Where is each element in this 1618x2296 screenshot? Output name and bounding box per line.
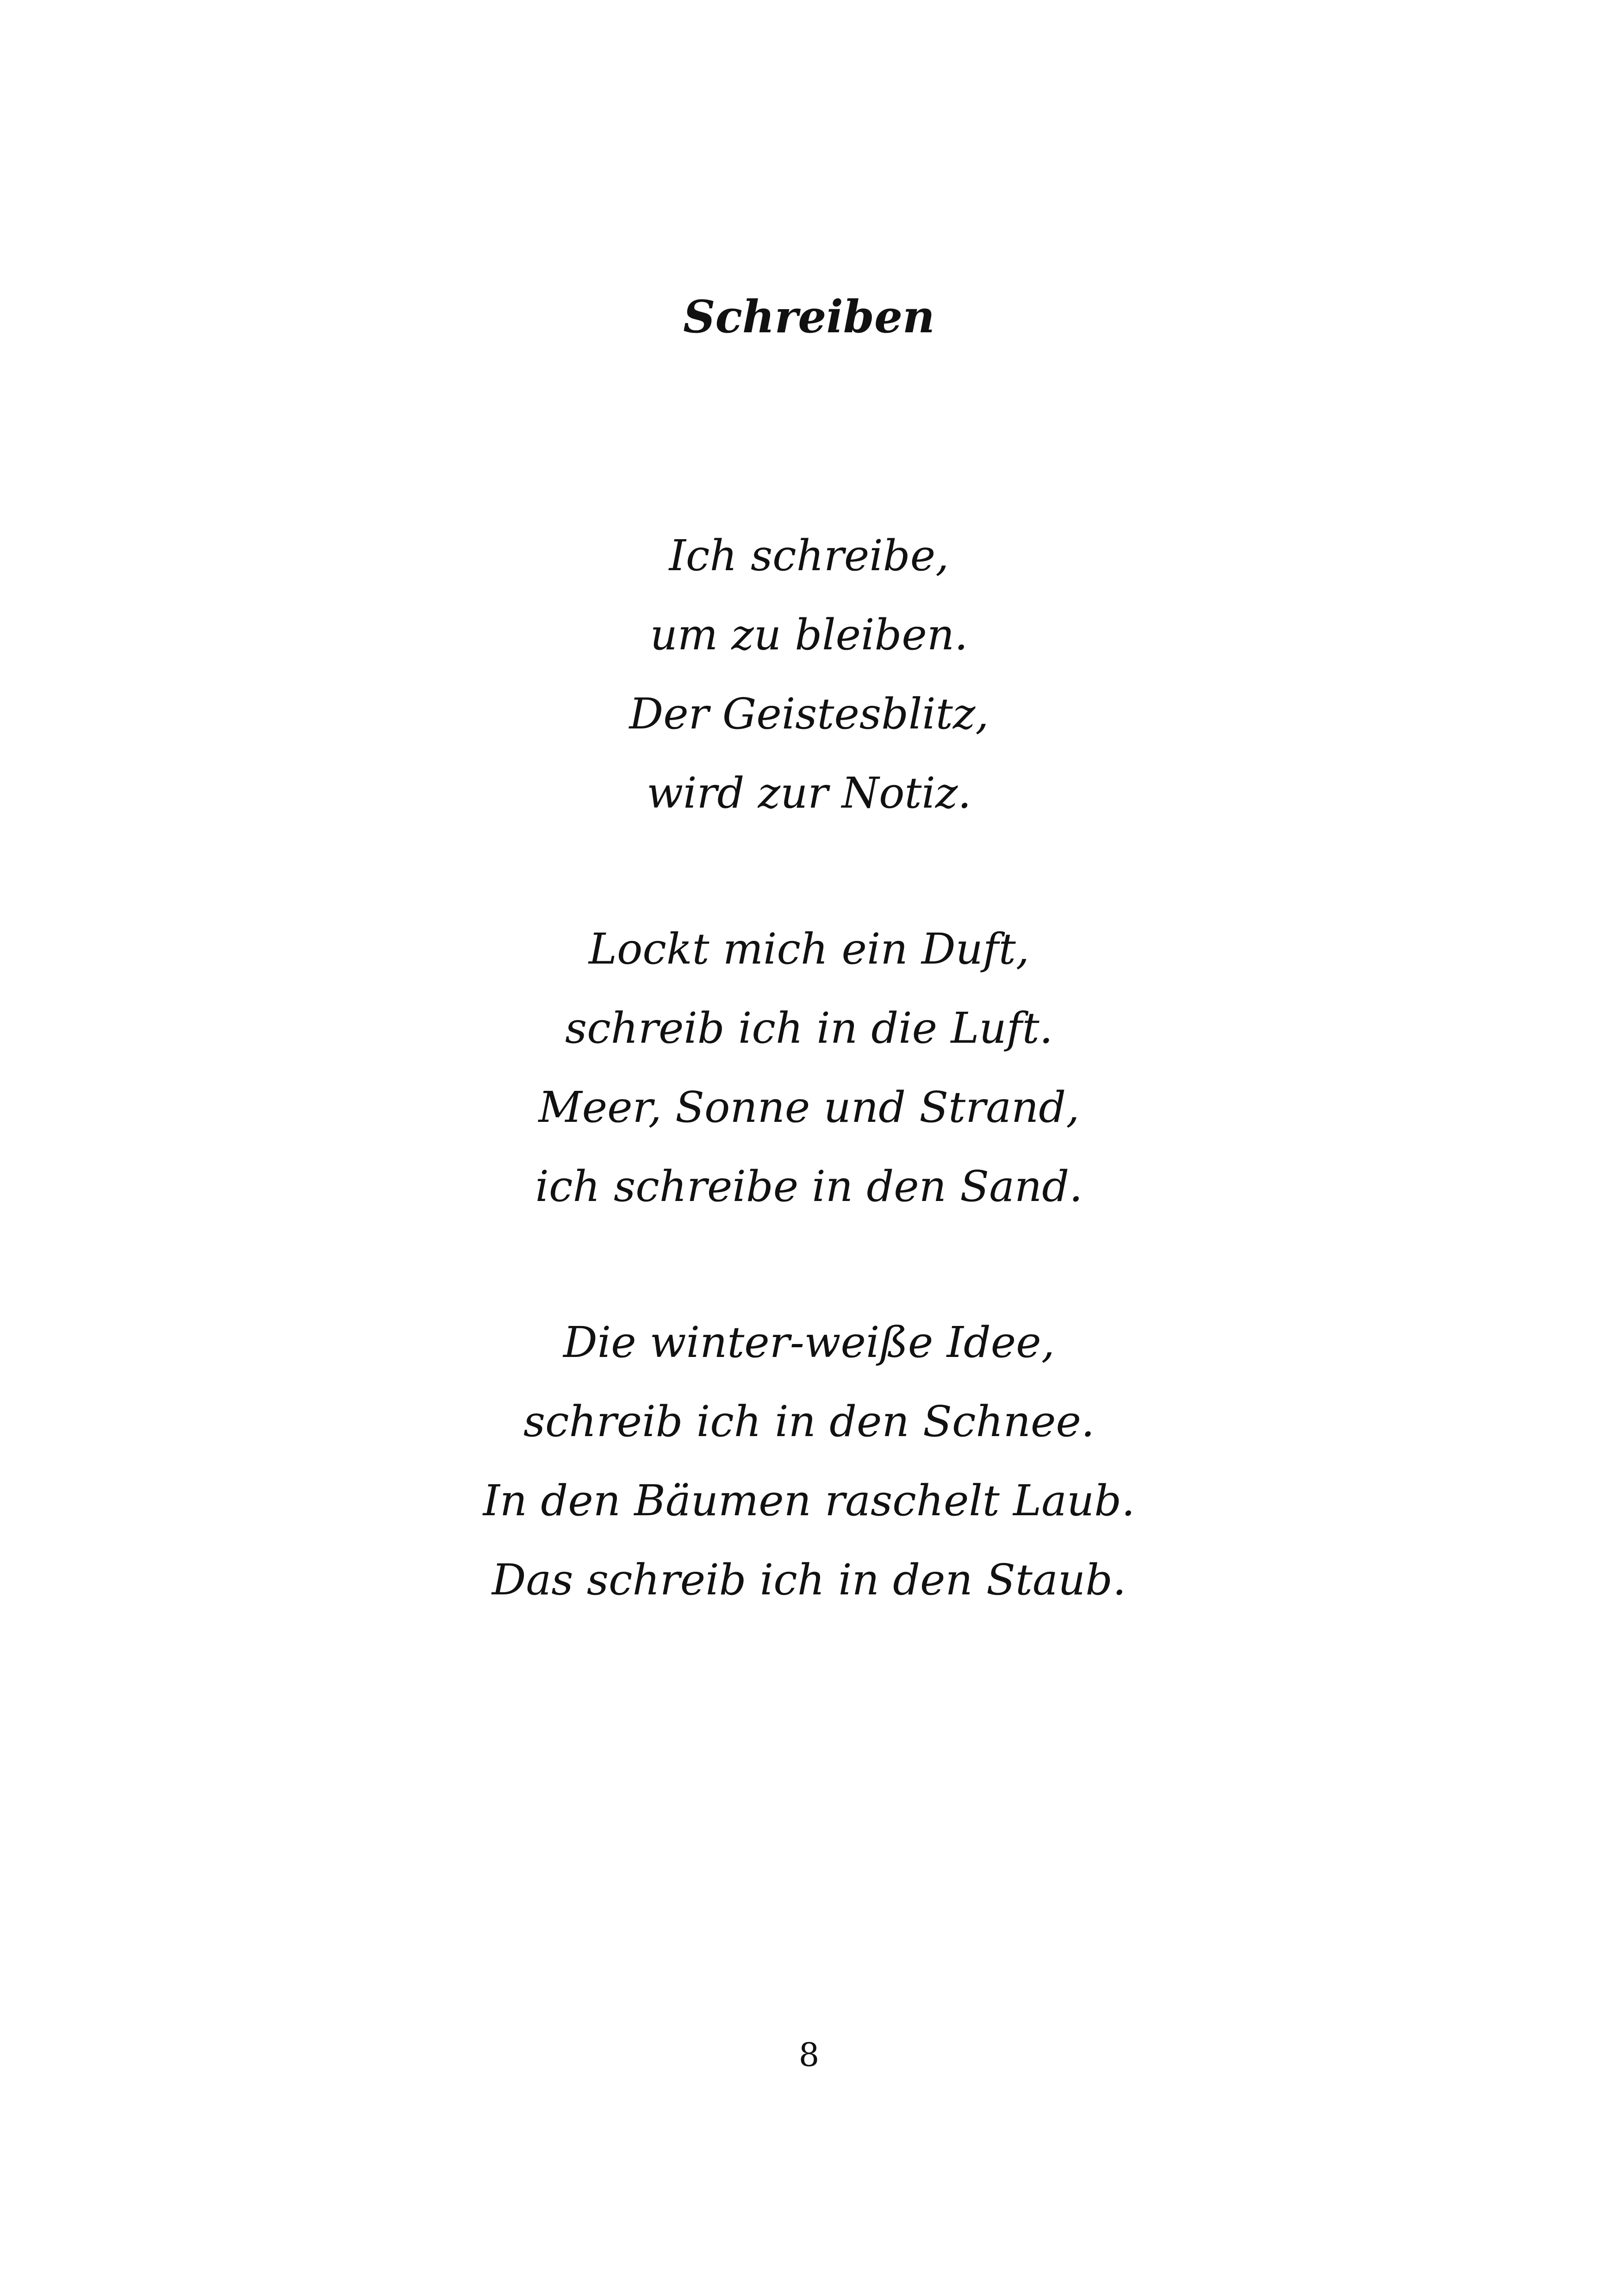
poem-line: In den Bäumen raschelt Laub. xyxy=(483,1476,1135,1525)
poem-line: schreib ich in die Luft. xyxy=(565,1003,1053,1053)
poem-line: wird zur Notiz. xyxy=(647,768,971,818)
poem-line: ich schreibe in den Sand. xyxy=(535,1162,1083,1211)
poem-line: schreib ich in den Schnee. xyxy=(523,1397,1095,1446)
poem-line: um zu bleiben. xyxy=(650,610,968,660)
stanza-3 xyxy=(0,1303,1618,1619)
stanza-2 xyxy=(0,909,1618,1226)
poem-line: Das schreib ich in den Staub. xyxy=(492,1555,1126,1605)
poem-line: Ich schreibe, xyxy=(669,531,949,580)
stanza-1 xyxy=(0,516,1618,833)
poem-line: Die winter-weiße Idee, xyxy=(563,1318,1055,1367)
poem-line: Meer, Sonne und Strand, xyxy=(538,1083,1080,1132)
poem-line: Lockt mich ein Duft, xyxy=(588,924,1030,974)
poem-title: Schreiben xyxy=(683,291,935,343)
poem-line: Der Geistesblitz, xyxy=(629,689,989,739)
page-number: 8 xyxy=(798,2036,820,2074)
